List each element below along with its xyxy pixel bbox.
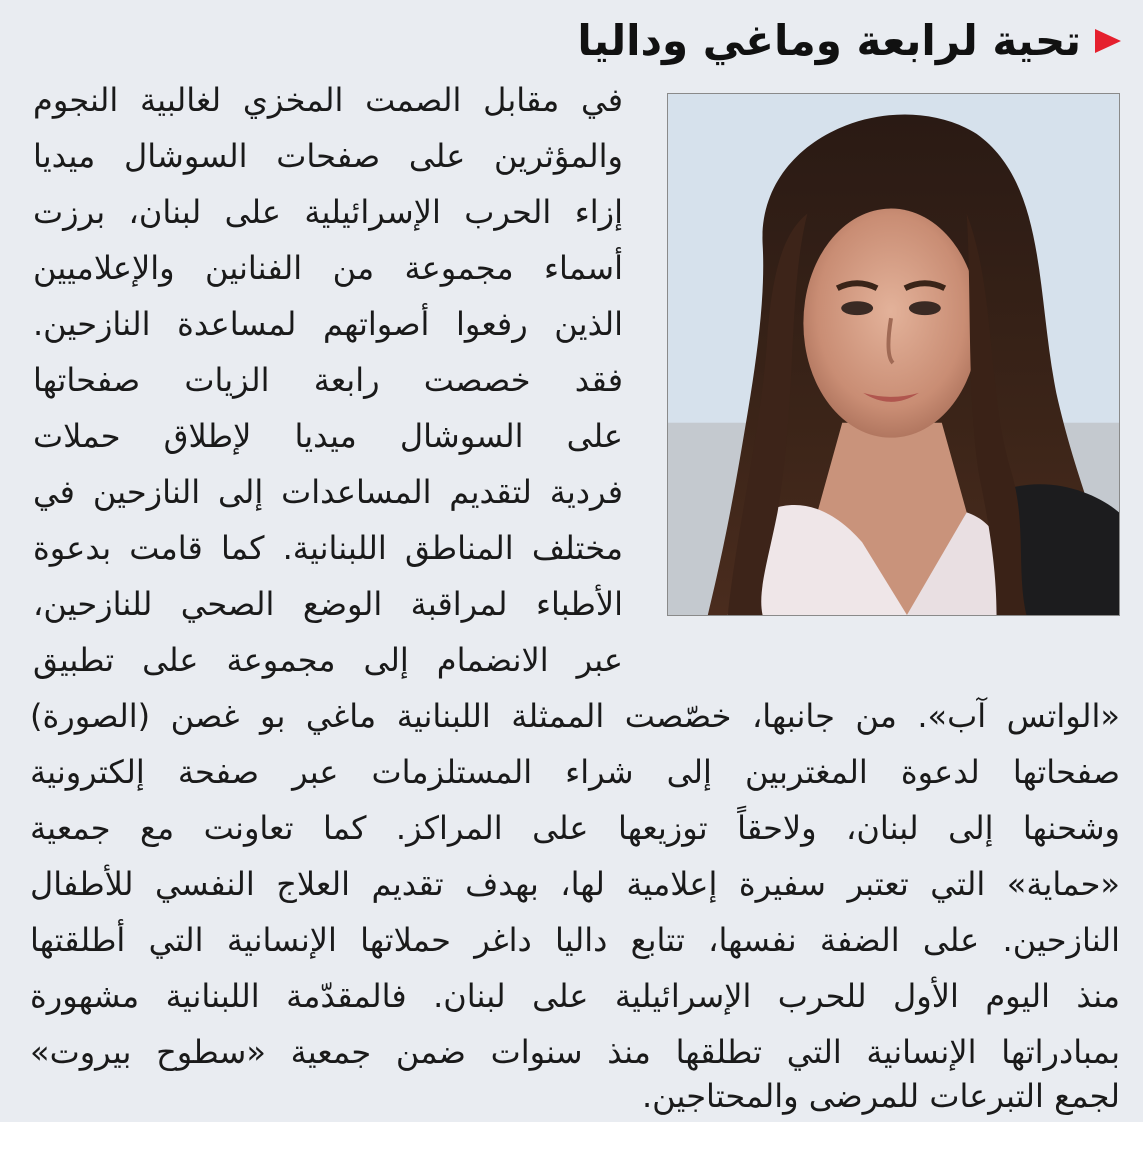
article-line: «حماية» التي تعتبر سفيرة إعلامية لها، بهدف تقديم العلاج النفسي للأطفال bbox=[30, 865, 1120, 903]
portrait-photo-icon bbox=[668, 94, 1119, 615]
headline bbox=[577, 12, 1121, 70]
article-line: النازحين. على الضفة نفسها، تتابع داليا داغر حملاتها الإنسانية التي أطلقتها bbox=[30, 921, 1120, 959]
article-line: «الواتس آب». من جانبها، خصّصت الممثلة اللبنانية ماغي بو غصن (الصورة) bbox=[30, 697, 1120, 735]
article-line: بمبادراتها الإنسانية التي تطلقها منذ سنوات ضمن جمعية «سطوح بيروت» bbox=[30, 1033, 1120, 1071]
article-line: الذين رفعوا أصواتهم لمساعدة النازحين. bbox=[33, 305, 623, 343]
article-line: عبر الانضمام إلى مجموعة على تطبيق bbox=[33, 641, 623, 679]
article-line: في مقابل الصمت المخزي لغالبية النجوم bbox=[33, 81, 623, 119]
headline-title: تحية لرابعة وماغي وداليا bbox=[577, 16, 1081, 65]
article-line: صفحاتها لدعوة المغتربين إلى شراء المستلزمات عبر صفحة إلكترونية bbox=[30, 753, 1120, 791]
triangle-marker-icon bbox=[1095, 29, 1121, 53]
article-line: الأطباء لمراقبة الوضع الصحي للنازحين، bbox=[33, 585, 623, 623]
article-line: وشحنها إلى لبنان، ولاحقاً توزيعها على المراكز. كما تعاونت مع جمعية bbox=[30, 809, 1120, 847]
article-line: على السوشال ميديا لإطلاق حملات bbox=[33, 417, 623, 455]
portrait-photo bbox=[667, 93, 1120, 616]
article-line: والمؤثرين على صفحات السوشال ميديا bbox=[33, 137, 623, 175]
article-line: لجمع التبرعات للمرضى والمحتاجين. bbox=[642, 1077, 1120, 1115]
article-line: فقد خصصت رابعة الزيات صفحاتها bbox=[33, 361, 623, 399]
article-line: فردية لتقديم المساعدات إلى النازحين في bbox=[33, 473, 623, 511]
article-line: أسماء مجموعة من الفنانين والإعلاميين bbox=[33, 249, 623, 287]
article-line: مختلف المناطق اللبنانية. كما قامت بدعوة bbox=[33, 529, 623, 567]
article-line: إزاء الحرب الإسرائيلية على لبنان، برزت bbox=[33, 193, 623, 231]
article-line: منذ اليوم الأول للحرب الإسرائيلية على لبنان. فالمقدّمة اللبنانية مشهورة bbox=[30, 977, 1120, 1015]
